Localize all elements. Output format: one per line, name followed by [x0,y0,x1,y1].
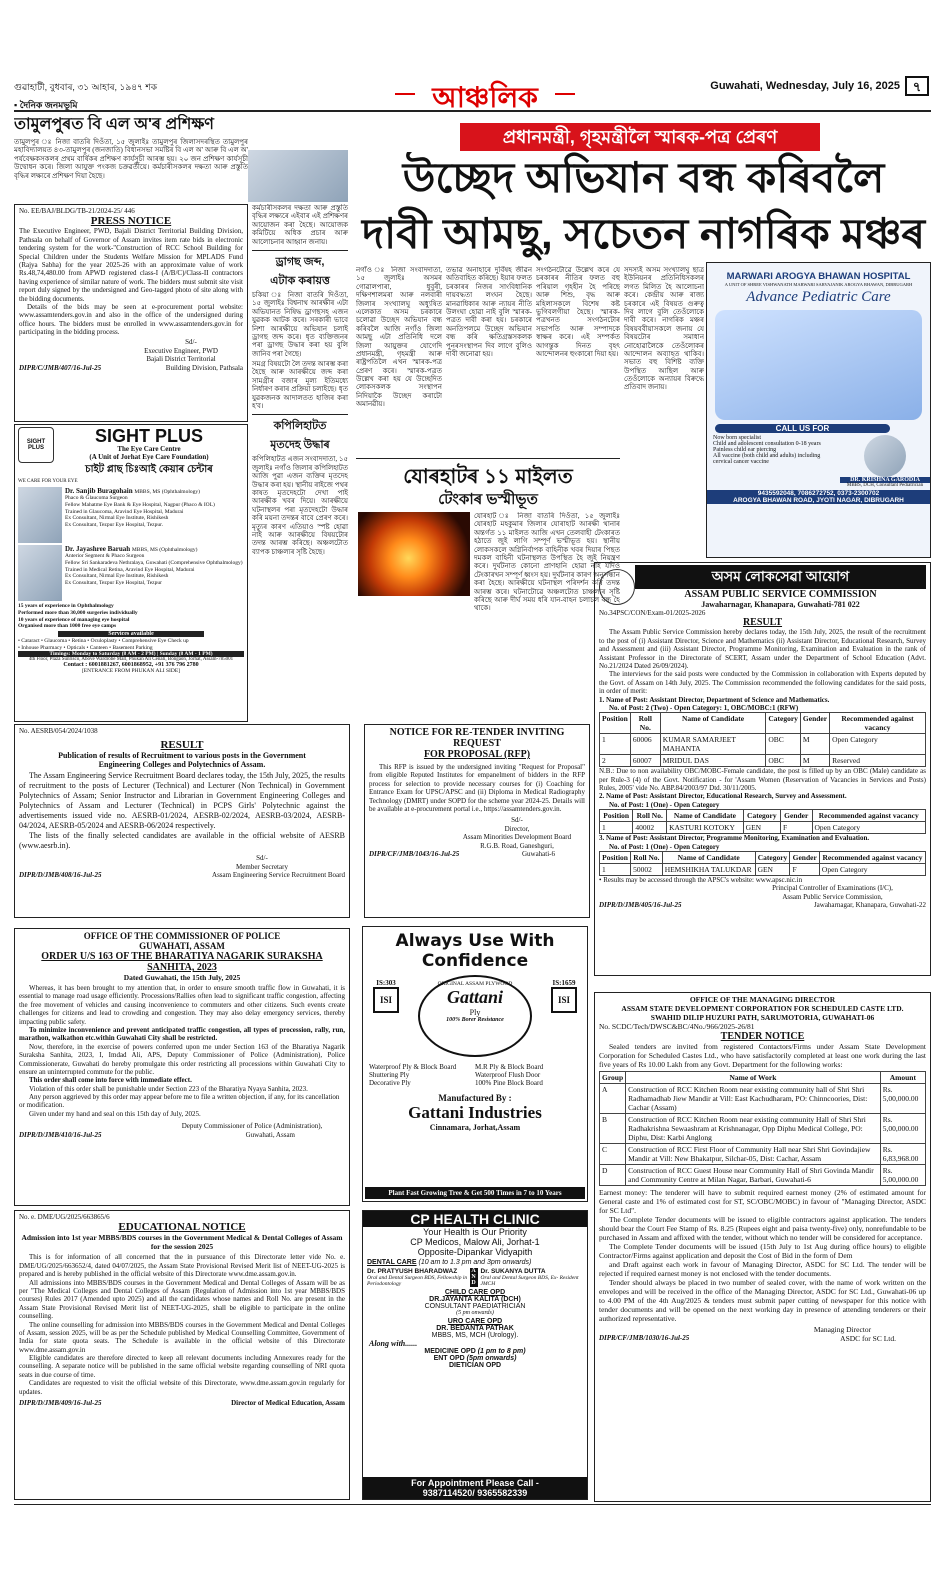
sign-2: Bajali District Territorial [146,355,216,364]
dental-time: (10 am to 1.3 pm and 3pm onwards) [418,1259,532,1266]
brand: Gattani [446,987,503,1007]
asdc-office1: OFFICE OF THE MANAGING DIRECTOR [689,995,836,1004]
marwari-unit: A UNIT OF SHREE VISHWANATH MARWARI SARVAJANIK AROGYA BHAWAN, DIBRUGARH [724,282,913,287]
asdc-p5: Tender should always be placed in two number of sealed cover, with the name of work written on the envelopes and will be received in the office of the Managing Director, ASDC for SC Ltd., Guwahati-06 up to 4.00 PM of the 4th Aug/2025 & tenders must submit paper cutting of newspaper for this notice with tender documents and will be opened on the next working day in presence of attending tenderers or their authorized representative. [599,1278,926,1323]
table-cell: C [600,1144,626,1165]
column-header: Position [600,852,631,864]
column-header: Recommended against vacancy [830,713,926,734]
product: M.R Ply & Block Board [475,1063,544,1071]
apsc-body: The Assam Public Service Commission hereby declares today, the 15th July, 2025, the result of the recruitment to the post of (i) Assistant Director, Science and Mathematics (ii) Assistant Director, Educational Research, Survey and Assessment and (iii) Assistant Director, Programme Monitoring, Examination and Evaluation in the rank of Assistant Professor in the Directorate of SCERT, Assam under the Department of School Education (Advt. No.21/2024 Dated 26/09/2024). [599,628,926,670]
police-sign1: Deputy Commissioner of Police (Administration), [181,1122,323,1131]
sight-tag: WE CARE FOR YOUR EYE [18,478,78,484]
col2-news [250,204,350,722]
masthead: আঞ্চলিক [432,82,538,110]
column-header: Category [743,810,780,822]
page-number: ৭ [905,76,929,96]
col2-body-mid: সমগ্ৰ বিষয়টো লৈ তদন্ত আৰম্ভ কৰা হৈছে আৰু আৰক্ষীয়ে জব্দ কৰা সামগ্ৰীৰ বজাৰ মূল্য ইতিমধ্যে নিৰ্ধাৰণ কৰাৰ প্ৰক্ৰিয়া চলাইছে। ধৃত যুৱকজনক আদালতত হাজিৰ কৰা হ'ব। [252,360,348,411]
rfp-sign3: R.G.B. Road, Ganeshguri, [480,841,554,850]
police-title: ORDER U/S 163 OF THE BHARATIYA NAGARIK SURAKSHA SANHITA, 2023 [41,951,323,973]
column-header: Group [600,1072,626,1084]
table-header-row [600,713,926,734]
dietician-opd: DIETICIAN OPD [448,1362,502,1369]
d1-desc: Oral and Dental Surgeon BDS, Fellowship in Periodontology [367,1275,468,1287]
borer: 100% Borer Resistance [446,1017,504,1023]
table-cell: 60007 [630,755,660,767]
cp-clinic-ad [362,1210,588,1500]
drug-body: চকিয়া ঃ নিজা বাতৰি দিওঁতা, ১৫ জুলাইঃ বিশ্বনাথ আৰক্ষীৰ এটা অভিযানত নিষিদ্ধ ড্ৰাগছসহ এজন যুৱকক আটক কৰে। সৰকাৰী ভাবে নিশা আৰক্ষীয়ে অভিযান চলাই ড্ৰাগছ জব্দ কৰে। ধৃত ব্যক্তিজনৰ পৰা ড্ৰাগছ উদ্ধাৰ কৰা হয় বুলি জানিব পৰা গৈছে। [252,290,348,358]
aesrb-sign1: Member Secretary [236,862,288,871]
ent-time: (5pm onwards) [466,1355,517,1362]
dr1-deg: MBBS, MS (Ophthalmology) [134,488,200,495]
table-header-row [600,852,926,864]
column-header: Position [600,713,631,734]
table-cell: Rs. 5,00,000.00 [880,1084,925,1114]
column-header: Recommended against vacancy [812,810,925,822]
edu-sign: Director of Medical Education, Assam [231,1399,345,1408]
apsc-table-1 [599,712,926,767]
column-header: Gender [790,852,819,864]
col2-body-top: কৰ্মচাৰীসকলৰ দক্ষতা আৰু প্ৰস্তুতি বৃদ্ধিৰ লক্ষ্যৰে এইবাৰ এই প্ৰশিক্ষণৰ আয়োজন কৰা হৈছে। আয়োজক কমিটিয়ে অধিক প্ৰচাৰ আৰু আলোচনাৰ আহ্বান জনায়। [252,204,348,246]
table-cell: KASTURI KOTOKY [667,822,744,834]
table-row [600,822,926,834]
table-cell: GEN [755,864,790,876]
dipr-ref: DIPR/CF/JMB/1043/16-Jul-25 [369,849,460,858]
rfp-sign1: Director, [504,824,530,833]
column-header: Position [600,810,633,822]
table-cell: Open Category [812,822,925,834]
dr-deg: MBBS, DCH, Consultant Pediatrician [846,483,924,488]
lead-col-1: নগাঁও ঃ নিজা সংবাদদাতা, ১৫ জুলাইঃ অসমৰ গোৱালপাৰা, ধুবুৰী, দক্ষিণশালমৰা আৰু নলবাৰী জিলাৰ সংখ্যালঘু অধ্যুষিত এলেকাত অসম চৰকাৰে চলোৱা উচ্ছেদ অভিযান বন্ধ কৰিবলৈ আজি নগাঁও জিলা আমছু এটা প্ৰতিনিধি দলে জিলা আয়ুক্তৰ যোগেদি প্ৰধানমন্ত্ৰী, গৃহমন্ত্ৰী আৰু ৰাষ্ট্ৰপতিলৈ এখন স্মাৰক-পত্ৰ প্ৰেৰণ কৰে। স্মাৰক-পত্ৰত উল্লেখ কৰা হয় যে উচ্ছেদিত লোকসকলক সংস্থাপন নিদিয়াকৈ উচ্ছেদ কৰাটো অমানৱীয়। [356,266,442,409]
police-sign2: Guwahati, Assam [245,1130,295,1139]
dr2-name: Dr. Jayashree Baruah [65,544,131,553]
marwari-phone: 9435592048, 7086272752, 0373-2300702 [707,490,930,497]
rfp-title-3: FOR PROPOSAL (RFP) [423,749,531,760]
u1-desc: MBBS, MS, MCH (Urology). [431,1332,519,1339]
apsc-no: No.34PSC/CON/Exam-01/2025-2026 [599,609,706,617]
masthead-rule-left [395,93,415,95]
dipr-ref: DIPR/D/JMB/410/16-Jul-25 [19,1130,102,1139]
sight-sub1: The Eye Care Centre [117,445,181,453]
table-cell: 40002 [633,822,667,834]
contact: Contact : 6001881267, 6001868952, +91 376 796 2780 [63,662,199,669]
apsc-sign2: Assam Public Service Commission, [782,892,883,901]
product: Shuttering Ply [369,1071,410,1079]
story-body: তামুলপুৰ ঃ নিজা বাতৰি দিওঁতা, ১৫ জুলাইঃ তামুলপুৰ জিলাসদৰস্থিত তামুলপুৰ মহাবিদ্যালয়ত ৪৩-তামুলপুৰ (জনজাতি) বিধানসভা সমষ্টিৰ বি এল অ' আৰু বি এল অ' পৰ্যবেক্ষকসকলৰ প্ৰথম বাৰ্ষিকৰ প্ৰশিক্ষণ কাৰ্যসূচী আৰম্ভ হয়। ২০ জন প্ৰশিক্ষণ কাৰ্যসূচী উদ্বোধন কৰে। জিলা আযুক্ত পংকজ চক্ৰৱৰ্তীয়ে। কৰ্মচাৰীসকলৰ দক্ষতা আৰু প্ৰস্তুতি বৃদ্ধিৰ লক্ষ্যৰে প্ৰশিক্ষণ দিয়া হৈছে। [14,138,248,180]
table-cell: Open Category [819,864,925,876]
police-p1: Whereas, it has been brought to my attention that, in order to ensure smooth traffic flow in Guwahati, it is essential to manage road usage efficiently. Processions/Rallies often lead to significant traffic congestion, affecting the free movement of vehicles and causing inconvenience to commuters and other citizens. Such events create challenges for citizens and lead to crowding and congestion. They may also delay emergency services, thereby impacting public safety. [19,984,345,1026]
police-p3: Now, therefore, in the exercise of powers conferred upon me under Section 163 of the Bharatiya Nagarik Suraksha Sanhita, 2023, I, Imdad Ali, APS, Deputy Commissioner of Police (Administration), Police Commissionerate, Guwahati do hereby promulgate this order restricting all processions within Guwahati City to ensure an uninterrupted commute for the public. [19,1042,345,1076]
gattani-ad [362,926,588,1202]
is-1659: IS:1659 [552,979,576,987]
table-cell: 1 [600,734,631,755]
company: Gattani Industries [408,1103,542,1122]
notice-sd: Sd/- [185,338,197,347]
marwari-item: Painless child ear piercing [713,447,777,453]
edu-p5: Candidates are requested to visit the official website of this Directorate, www.dme.assam.gov.in regularly for updates. [19,1379,345,1396]
asdc-p4: and Draft against each work in favour of Managing Director, ASDC for SC Ltd. The tender will be rejected if required earnest money is not enclosed with the tender documents. [599,1260,926,1278]
column-header: Name of Candidate [662,852,755,864]
marwari-photo [715,310,922,420]
column-header: Roll No. [631,852,663,864]
apsc-table-3 [599,851,926,876]
apsc-title: ASSAM PUBLIC SERVICE COMMISSION [684,589,877,600]
asdc-p3: The Complete Tender documents will be issued (15th July to 1st Aug during office hours) to eligible Contractor/Firms against application and deposit the Cost of Bid in the form of Dem [599,1242,926,1260]
lead-col-2: তভাৱ অনাহাৰে দুৰ্বিষহ জীৱন অতিবাহিত কৰিছে। ইয়াৰ ফলত চৰকাৰৰ নিজৰ সাংবিধানিক দায়বদ্ধতা লংঘন হৈছে। মানৱাধিকাৰ আৰু ন্যায়ৰ নীতি উলংঘা হোৱা নাই বুলি স্মাৰক-পত্ৰত দাবী কৰা হয়। চৰকাৰে অনতিপলমে উচ্ছেদ অভিযান বন্ধ কৰি ক্ষতিগ্ৰস্তসকলক পুনৰসংস্থাপন দিব লাগে বুলিও দাবী জনোৱা হয়। [446,266,532,358]
c1-name: DR.JAYANTA KALITA (DCH) [429,1296,521,1303]
gattani-logo [418,975,532,1057]
dipr-ref: DIPR/D/JMB/405/16-Jul-25 [599,901,682,910]
column-header: Category [755,852,790,864]
header-left-date: গুৱাহাটী, বুধবাৰ, ৩১ আহাৰ, ১৯৪৭ শক [14,82,158,92]
cp-phone: 9387114520/ 9365582339 [422,1488,528,1498]
product: Waterproof Flush Door [475,1071,541,1079]
table-cell: F [781,822,813,834]
apsc-result-title: RESULT [742,617,783,629]
apsc-sign1: Principal Controller of Examinations (I/C), [772,884,893,893]
entrance: [ENTRANCE FROM PHUKAN ALI SIDE] [81,668,181,675]
police-p2: To minimize inconvenience and prevent anticipated traffic congestion, all types of procession, rally, run, marathon, walkathon etc.within Guwahati City shall be restricted. [19,1025,345,1043]
product: Decorative Ply [369,1079,411,1087]
aesrb-body-2: The lists of the finally selected candidates are available in the official website of AESRB (www.aesrb.in). [19,831,345,851]
edu-sub: Admission into 1st year MBBS/BDS courses in the Government Medical & Dental Colleges of Assam for the session 2025 [21,1233,343,1252]
services-list: • Cataract • Glaucoma • Retina • Oculoplasty • Comprehensive Eye Check up • Inhouse Pharmacy • Opticals • Canteen • Basement Parking [18,638,189,651]
address: 4th Floor, Plaza Sunrisco, Above Wardrobe Mall, Phukan Ali Cenali, Bongaon, Jorhat, Assam-785001 [28,657,234,663]
doctor1-photo [18,487,62,543]
post2-no: No. of Post: 1 (One) - Open Category [609,800,720,809]
table-cell: Open Category [830,734,926,755]
cp-title: CP HEALTH CLINIC [363,1211,587,1227]
fire-photo [358,512,470,596]
uro-care: URO CARE OPD [447,1318,503,1325]
c1-desc: CONSULTANT PAEDIATRICIAN [424,1303,526,1310]
u1-name: DR. BEDANTA PATHAK [436,1325,514,1332]
table-cell: Construction of RCC First Floor of Community Hall near Shri Shri Govindajiew Mandir at Vill: New Bhakatpur, Silchar-05, Dist: Cachar, Assam [626,1144,881,1165]
rfp-body: This RFP is issued by the undersigned inviting "Request for Proposal" from eligible Reputed Institutes for empanelment of bidders in the RFP process for selection to provide necessary courses for (i) Coaching for Entrance Exam for UPSC/APSC and (ii) Diploma in Medical Radiography Technology (DMRT) under SOPD for the scheme year 2024-25. Details will be available at e-procurement portal i.e., https://assamtenders.gov.in. [369,763,585,813]
rfp-sign2: Assam Minorities Development Board [462,833,572,842]
table-cell: 2 [600,755,631,767]
asdc-no: No. SCDC/Tech/DWSC&BC/4No./966/2025-26/81 [599,1022,755,1031]
table-row [600,1165,926,1186]
sight-points [18,603,244,631]
apsc-table-2 [599,809,926,834]
column-header: Roll No. [633,810,667,822]
sight-assamese: চাইট প্লাছ চিঃআই কেয়াৰ চেন্টাৰ [85,463,213,475]
lead-col-3: সংগঠনটোৱে উল্লেখ কৰে যে চৰকাৰৰ নীতিৰ ফলত বহু পৰিয়াল গৃহহীন হৈ পৰিছে আৰু শিশু, বৃদ্ধ আৰু মহিলাসকলে বিশেষ কষ্ট ভুগিবলগীয়া হৈছে। স্মাৰক-পত্ৰখনত সংগঠনটোৰ সভাপতি আৰু সম্পাদকে স্বাক্ষৰ কৰে। এই সম্পৰ্কত আগন্তুক দিনত বৃহৎ আন্দোলনৰ হুংকাৰো দিয়া হয়। [536,266,620,358]
table-row [600,734,926,755]
marwari-item: All vaccine (both child and adults) including cervical cancer vaccine [713,453,821,465]
dipr-ref: DIPR/CF/JMB/1030/16-Jul-25 [599,1334,690,1342]
d1-name: Dr. PRATYUSH BHARADWAZ [367,1268,458,1275]
asdc-p2: The Complete Tender documents will be issued to eligible contractors against application. The tenders should bear the Court Fee Stamp of Rs. 8.25 (Rupees eight and paisa twenty-five) only, nonrefundable to be purchased in Assam and affixed with the tender, without which no tender will be considered for acceptance. [599,1215,926,1242]
police-office2: GUWAHATI, ASSAM [139,941,225,951]
asdc-p1: Earnest money: The tenderer will have to submit required earnest money (2% of estimated amount for General caste and 1% of estimated cost for ST, SC/OBC/MOBC) in favour of "Managing Director, ASDC for SC Ltd". [599,1188,926,1215]
is-303: IS:303 [376,979,396,987]
column-header: Amount [880,1072,925,1084]
table-cell: F [790,864,819,876]
aesrb-result [14,724,350,918]
table-cell: Reserved [830,755,926,767]
asdc-office2: ASSAM STATE DEVELOPMENT CORPORATION FOR SCHEDULED CASTE LTD. [621,1004,904,1013]
marwari-item: Child and adolescent consultation 0-18 years [713,441,821,447]
table-cell: 50002 [631,864,663,876]
dipr-ref: DIPR/D/JMB/408/16-Jul-25 [19,871,102,880]
header-left-paper: ▪ দৈনিক জনমভূমি [14,100,78,110]
lead-headline-2: দাবী আমছু, সচেতন নাগৰিক মঞ্চৰ [361,210,926,257]
table-header-row [600,810,926,822]
column-header: Recommended against vacancy [819,852,925,864]
table-header-row [600,1072,926,1084]
asdc-sign1: Managing Director [813,1325,872,1334]
post3-no: No. of Post: 1 (One) - Open Category [609,842,720,851]
marwari-address: AROGYA BHAWAN ROAD, JYOTI NAGAR, DIBRUGARH [707,497,930,504]
place: Cinnamara, Jorhat,Assam [429,1123,521,1132]
post3: 3. Name of Post: Assistant Director, Programme Monitoring, Examination and Evaluation. [599,834,870,843]
asdc-table [599,1071,926,1186]
table-row [600,1144,926,1165]
police-office1: OFFICE OF THE COMMISSIONER OF POLICE [83,931,281,941]
table-cell: HEMSHIKHA TALUKDAR [662,864,755,876]
story-headline: তামুলপুৰত বি এল অ'ৰ প্ৰশিক্ষণ [14,116,214,133]
logo-text: SIGHT PLUS [26,439,46,451]
table-cell: M [800,734,829,755]
header-right-date: Guwahati, Wednesday, July 16, 2025 [710,80,900,92]
kapili-body: কপিলিহাটত এজন সংবাদদাতা, ১৫ জুলাইঃ নগাঁও জিলাৰ কপিলিহাটত আজি পুৱা এজন ব্যক্তিৰ মৃতদেহ উদ্ধাৰ কৰা হয়। স্থানীয় ৰাইজে পথৰ কাষত মৃতদেহটো দেখা পাই আৰক্ষীক খবৰ দিয়ে। আৰক্ষীয়ে ঘটনাস্থলৰ পৰা মৃতদেহটো উদ্ধাৰ কৰি ময়না তদন্তৰ বাবে প্ৰেৰণ কৰে। মৃত্যুৰ কাৰণ এতিয়াও স্পষ্ট হোৱা নাই আৰু আৰক্ষীয়ে বিষয়টোৰ তদন্ত আৰম্ভ কৰিছে। অঞ্চলটোত ব্যাপক চাঞ্চল্যৰ সৃষ্টি হৈছে। [252,455,348,556]
table-cell: OBC [766,734,801,755]
rfp-sd: Sd/- [511,816,523,825]
edu-no: No. e. DME/UG/2025/663865/6 [19,1213,110,1221]
table-row [600,1114,926,1144]
product: 100% Pine Block Board [475,1079,543,1087]
lead-headline-1: উচ্ছেদ অভিযান বন্ধ কৰিবলৈ [402,154,885,201]
cp-addr1: CP Medicos, Malow Ali, Jorhat-1 [410,1237,540,1247]
asdc-intro: Sealed tenders are invited from registered Contactors/Firms under Assam State Development Corporation for Scheduled Castes Ltd., who have satisfactorily completed at least one work during the last five years of Rs 10.00 Lakh from any Govt. Department for the following works: [599,1042,926,1069]
masthead-rule-right [555,93,575,95]
police-dated: Dated Guwahati, the 15th July, 2025 [123,973,241,982]
drug-headline: ড্ৰাগছ জব্দ, এটাক কৰায়ত্ত [252,250,348,291]
medicine-time: (1 pm to 8 pm) [477,1348,526,1355]
table-cell: Rs. 5,00,000.00 [880,1165,925,1186]
edu-p3: The online counselling for admission into MBBS/BDS courses in the Government Medical and Dental Colleges of Assam, session 2025, will be as per the Schedule published by Medical Counselling Committee, Government of India for state quota seats. The Schedule is available in the official website of this Directorate www.dme.assam.gov.in [19,1320,345,1354]
rfp-title-1: NOTICE FOR RE-TENDER INVITING [389,727,565,738]
marwari-ad [706,262,931,558]
dental-care: DENTAL CARE [367,1259,417,1266]
column-header: Name of Candidate [667,810,744,822]
aesrb-no: No. AESRB/054/2024/1038 [19,727,98,735]
ent-opd: ENT OPD [433,1355,465,1362]
point: Organised more than 1000 free eye camps [18,623,117,630]
notice-body-2: Details of the bids may be seen at e-procurement portal website: www.assamtenders.gov.in and also in the office of the undersigned during office hours. The bidders must be enrolled in www.assamtenders.gov.in for participating in the bidding process. [19,302,243,337]
sign-1: Executive Engineer, PWD [144,346,218,355]
sight-title: SIGHT PLUS [94,426,203,446]
table-cell: Construction of RCC Kitchen Room near existing community Hall of Shri Shri Radhakrishna Sewaashram at Krishnanagar, Opp Diphu Medical College, PO: Diphu, Dist: Karbi Anglong [626,1114,881,1144]
table-cell: D [600,1165,626,1186]
asdc-tender-notice [594,992,931,1502]
police-p7: Given under my hand and seal on this 15th day of July, 2025. [29,1109,201,1118]
d2-name: Dr. SUKANYA DUTTA [480,1268,546,1275]
table-cell: OBC [766,755,801,767]
sight-plus-logo [18,427,54,463]
marwari-item: Now born specialist [713,435,761,441]
isi-mark-icon: ISI [373,987,399,1013]
along: Along with...... [369,1339,418,1348]
post1: 1. Name of Post: Assistant Director, Department of Science and Mathematics. [599,695,830,704]
column-header: Name of Candidate [660,713,766,734]
educational-notice [14,1210,350,1500]
services-title: Services available [58,631,204,637]
apsc-addr: Jawaharnagar, Khanapara, Guwahati-781 022 [701,600,860,609]
medicine-opd: MEDICINE OPD [424,1348,476,1355]
isi-mark-icon: ISI [551,987,577,1013]
doctor2-photo [18,545,62,601]
apsc-body2: The interviews for the said posts were conducted by the Commission in collaboration with Experts deputed by the Govt. of Assam on 14th July, 2025. The Commission recommended the following candidates for the said posts, in order of merit: [599,670,926,696]
table-cell: 1 [600,864,631,876]
point: Performed more than 30,000 surgeries individually [18,609,138,616]
column-header: Roll No. [630,713,660,734]
apsc-assamese: অসম লোকসেৱা আয়োগ [635,565,926,589]
dr-krishna-photo [864,435,906,477]
police-p5: Violation of this order shall be punishable under Section 223 of the Bharatiya Nyaya Sanhita, 2023. [29,1084,308,1093]
table-row [600,755,926,767]
rfp-title-2: REQUEST [453,738,501,749]
child-care: CHILD CARE OPD [444,1289,506,1296]
asdc-office3: SWAHID DILIP HUZURI PATH, SARUMOTORIA, GUWAHATI-06 [650,1013,875,1022]
mfd: Manufactured By : [438,1093,512,1103]
fire-headline-2: টেংকাৰ ভস্মীভূত [438,491,538,508]
aesrb-sign2: Assam Engineering Service Recruitment Board [212,871,345,880]
marwari-title: MARWARI AROGYA BHAWAN HOSPITAL [726,271,911,282]
timing: Timings: Monday to Saturday (8 AM - 2 PM) | Sunday (8 AM - 1 PM) [18,651,244,657]
rfp-notice [364,724,590,918]
aesrb-sd: Sd/- [256,854,268,863]
apsc-result [594,562,931,976]
dr2-desc: Anterior Segment & Phaco Surgeon Fellow Sri Sankaradeva Nethralaya, Guwahati (Comprehensive Ophthalmology) Trained in Medical Retina, Aravind Eye Hospital, Madurai Ex Consultant, Nirmal Eye Institute, Rishikesh Ex Consultant, Tezpur Eye Hospital, Tezpur [65,553,243,586]
edu-p4: Eligible candidates are therefore directed to keep all relevant documents including Annexures ready for the counselling. A separate notice will be published in the same official website regarding counselling of NRI quota seats in due course of time. [19,1354,345,1379]
dr-name: DR. KRISHNA GARODIA [840,477,930,483]
table-cell: 1 [600,822,633,834]
fire-body: যোৰহাট ঃ নিজা বাতৰি দিওঁতা, ১৫ জুলাইঃ যোৰহাট মহকুমাৰ জিলাৰ যোৰাহাট আৰক্ষী থানাৰ অন্তৰ্গত ১১ মাইলত আজি এখন তেলবাহী টেংকাৰত হঠাতে জুই লাগি সম্পূৰ্ণ ভস্মীভূত হয়। স্থানীয় লোকসকলে অগ্নিনিৰ্বাপক বাহিনীক খবৰ দিয়াৰ পিছত দমকল বাহিনী ঘটনাস্থলত উপস্থিত হৈ জুই নিয়ন্ত্ৰণ কৰে। দুৰ্ঘটনাত কোনো প্ৰাণহানি হোৱা নাই যদিও টেংকাৰখন সম্পূৰ্ণ ধ্বংস হয়। দুৰ্ঘটনাৰ কাৰণ অনুসন্ধান কৰা হৈছে। আৰক্ষীয়ে ঘটনাস্থল পৰিদৰ্শন কৰি তদন্ত আৰম্ভ কৰে। ঘটনাটোৱে অঞ্চলটোত চাঞ্চল্যৰ সৃষ্টি কৰিছে আৰু দীৰ্ঘ সময় ধৰি যান-বাহন চলাচল বন্ধ হৈ থাকে। [474,512,620,613]
appt: For Appointment Please Call - [411,1478,539,1488]
column-header: Name of Work [626,1072,881,1084]
edu-p1: This is for information of all concerned that the in pursuance of this Directorate letter vide No. e. DME/UG/2025/663652/4, dated 04/07/2025, the Assam State Provisional Revised Merit list of NEET-UG-2025 is prepared and is hereby published in the official website of this Directorate www.dme.assam.gov.in. [19,1253,345,1279]
notice-title: PRESS NOTICE [90,215,172,228]
apsc-access: • Results may be accessed through the APSC's website: www.apsc.nic.in [599,876,803,885]
aesrb-sub: Publication of results of Recruitment to various posts in the Government Engineering Colleges and Polytechnics of Assam. [58,751,306,770]
police-order [14,928,350,1206]
cp-tag: Your Health is Our Priority [423,1227,527,1237]
call-us: CALL US FOR [715,424,890,433]
point: 15 years of experience in Ophthalmology [18,602,114,609]
table-cell: M [800,755,829,767]
column-header: Gender [800,713,829,734]
dipr-ref: DIPR/D/JMB/409/16-Jul-25 [19,1399,102,1408]
police-p4: This order shall come into force with immediate effect. [29,1076,192,1085]
apsc-nb: N.B.: Due to non availability OBC/MOBC-Female candidate, the post is filled up by an OBC (Male) candidate as per Rule-3 (4) of the Govt. Notification - for 'Assam Women (Reservation of Vacancies in Services and Posts) Rules, 2005' vide No. ABP.84/2003/97 Dtd. 30/11/2005. [599,767,926,793]
edu-title: EDUCATIONAL NOTICE [118,1221,246,1234]
asdc-sign2: ASDC for SC Ltd. [840,1334,896,1343]
rfp-sign4: Guwahati-6 [521,849,555,858]
sight-sub2: (A Unit of Jorhat Eye Care Foundation) [89,453,209,462]
notice-ref: No. EE/BAJ/BLDG/TB-21/2024-25/ 446 [19,207,135,215]
d2-desc: Oral and Dental Surgeon BDS, Ex- Resident JMCH [480,1275,579,1287]
fire-headline-1: যোৰহাটৰ ১১ মাইলত [403,466,573,488]
edu-p2: All admissions into MBBS/BDS courses in the Government Medical and Dental Colleges of Assam will be as per "The Medical Colleges and Dental Colleges of Assam (Regulation of Admission into 1st year MBBS/BDS courses) Rules 2017 (Amended upto 2025) and all the candidates whose names and Roll No. are present in the Assam State Provisional Revised Merit list of NEET-UG-2025, shall be eligible to participate in the online counselling. [19,1278,345,1321]
product: Waterproof Ply & Block Board [369,1063,457,1071]
kapili-headline: কপিলিহাটত মৃতদেহ উদ্ধাৰ [252,414,348,455]
table-cell: Rs. 5,00,000.00 [880,1114,925,1144]
slogan: Plant Fast Growing Tree & Get 500 Times in 7 to 10 Years [365,1187,585,1199]
lead-kicker: প্ৰধানমন্ত্ৰী, গৃহমন্ত্ৰীলৈ স্মাৰক-পত্ৰ প্ৰেৰণ [460,123,820,151]
table-cell: MRIDUL DAS [660,755,766,767]
aesrb-body: The Assam Engineering Service Recruitment Board declares today, the 15th July, 2025, the results of recruitment to the posts of Lecturer (Technical) and Lecturer (Non Technical) in Government Polytechnics of Assam; Senior Instructor and Librarian in Government Engineering Colleges and Polytechnics of Assam and Lecturer (Technical) in PCPS Girls' Polytechnic against the advertisements issued vide no. AESRB-01/2024, AESRB-02/2024, AESRB-03/2024, AESRB-04/2024, AESRB-05/2024 and AESRB-06/2024 respectively. [19,771,345,831]
apsc-emblem-icon [599,569,635,605]
pwd-press-notice [14,204,248,422]
marwari-script: Advance Pediatric Care [746,289,891,305]
table-cell: KUMAR SAMARJEET MAHANTA [660,734,766,755]
story-bl-training [14,114,248,204]
sign-3: Building Division, Pathsala [165,363,243,372]
table-cell: Rs. 6,83,968.00 [880,1144,925,1165]
apsc-sign3: Jawaharnagar, Khanapara, Guwahati-22 [813,901,926,910]
table-cell: B [600,1114,626,1144]
table-cell: 60006 [630,734,660,755]
dipr-ref: DIPR/C/JMB/407/16-Jul-25 [19,363,102,372]
table-cell: Construction of RCC Kitchen Room near existing community hall of Shri Shri Radhamadhab Jiew Mandir at Vill: East Kachudharam, PO: Chinncoories, Dist: Cachar (Assam) [626,1084,881,1114]
point: 10 years of experience of managing eye hospital [18,616,130,623]
table-row [600,864,926,876]
column-header: Gender [781,810,813,822]
column-header: Category [766,713,801,734]
post1-no: No. of Post: 2 (Two) - Open Category: 1, OBC/MOBC:1 (RFW) [609,703,799,712]
table-cell: A [600,1084,626,1114]
table-row [600,1084,926,1114]
gattani-banner: Always Use With Confidence [395,931,555,971]
dr2-deg: MBBS, MS (Ophthalmology) [131,546,198,553]
notice-body: The Executive Engineer, PWD, Bajali District Territorial Building Division, Pathsala on behalf of Governor of Assam invites item rate bids in electronic tendering system for the work-"Construction of RCC School Building for Special Children under the Students Welfare Mission for MPLADS Fund (Rajya Sabha) for the year 2025-26 with an approximate value of work Rs.48,74,480.00 from APWD registered class-I (A/B/C)/Class-II contractors having experience of similar nature of work. The bidders must submit site visit report duly signed by the undersigned and Geo-tagged photo of site along with the bidding documents. [19,227,243,303]
police-p6: Any person aggrieved by this order may appear before me to file a written objection, if any, for its cancellation or modification. [19,1093,340,1110]
aesrb-title: RESULT [160,739,204,752]
ply: Ply [469,1008,481,1017]
c1-time: (5 pm onwards) [456,1310,494,1316]
lead-col-4: সদস্যই অসম সংখ্যালঘু ছাত্ৰ ইউনিয়নৰ প্ৰতিনিধিসকলৰ লগত মিলিত হৈ আলোচনা কৰে। কেন্দ্ৰীয় আৰু ৰাজ্য চৰকাৰে এই বিষয়ত গুৰুত্ব দিব লাগে বুলি তেওঁলোকে দাবী কৰে। নাগৰিক মঞ্চৰ বিষয়ববীয়াসকলে জনায় যে বিষয়টোৰ সমাধান নোহোৱালৈকে তেওঁলোকৰ আন্দোলন অব্যাহত থাকিব। সভাত বহু বিশিষ্ট ব্যক্তি উপস্থিত আছিল আৰু তেওঁলোকে অন্যায়ৰ বিৰুদ্ধে প্ৰতিবাদ জনায়। [624,266,704,392]
table-cell: Construction of RCC Guest House near Community Hall of Shri Govinda Mandir and Community Centre at Milan Nagar, Barbari, Guwahati-6 [626,1165,881,1186]
ring-text: ORIGINAL ASSAM PLYWOOD [437,981,513,987]
training-photo [248,150,348,202]
table-cell: GEN [743,822,780,834]
cp-addr2: Opposite-Dipankar Vidyapith [417,1247,533,1257]
and-label: A N D [471,1268,476,1286]
dr1-desc: Phaco & Glaucoma Surgeon Fellow Mahatme Eye Bank & Eye Hospital, Nagpur (Phaco & IOL) Trained in Glaucoma, Aravind Eye Hospital, Madurai Ex Consultant, Nirmal Eye Institute, Rishikesh Ex Consultant, Tezpur Eye Hospital, Tezpur. [65,495,215,528]
dr1-name: Dr. Sanjib Buragohain [65,486,133,495]
post2: 2. Name of Post: Assistant Director, Educational Research, Survey and Assessment. [599,792,847,801]
asdc-title: TENDER NOTICE [720,1031,805,1042]
sight-plus-ad [14,424,248,722]
